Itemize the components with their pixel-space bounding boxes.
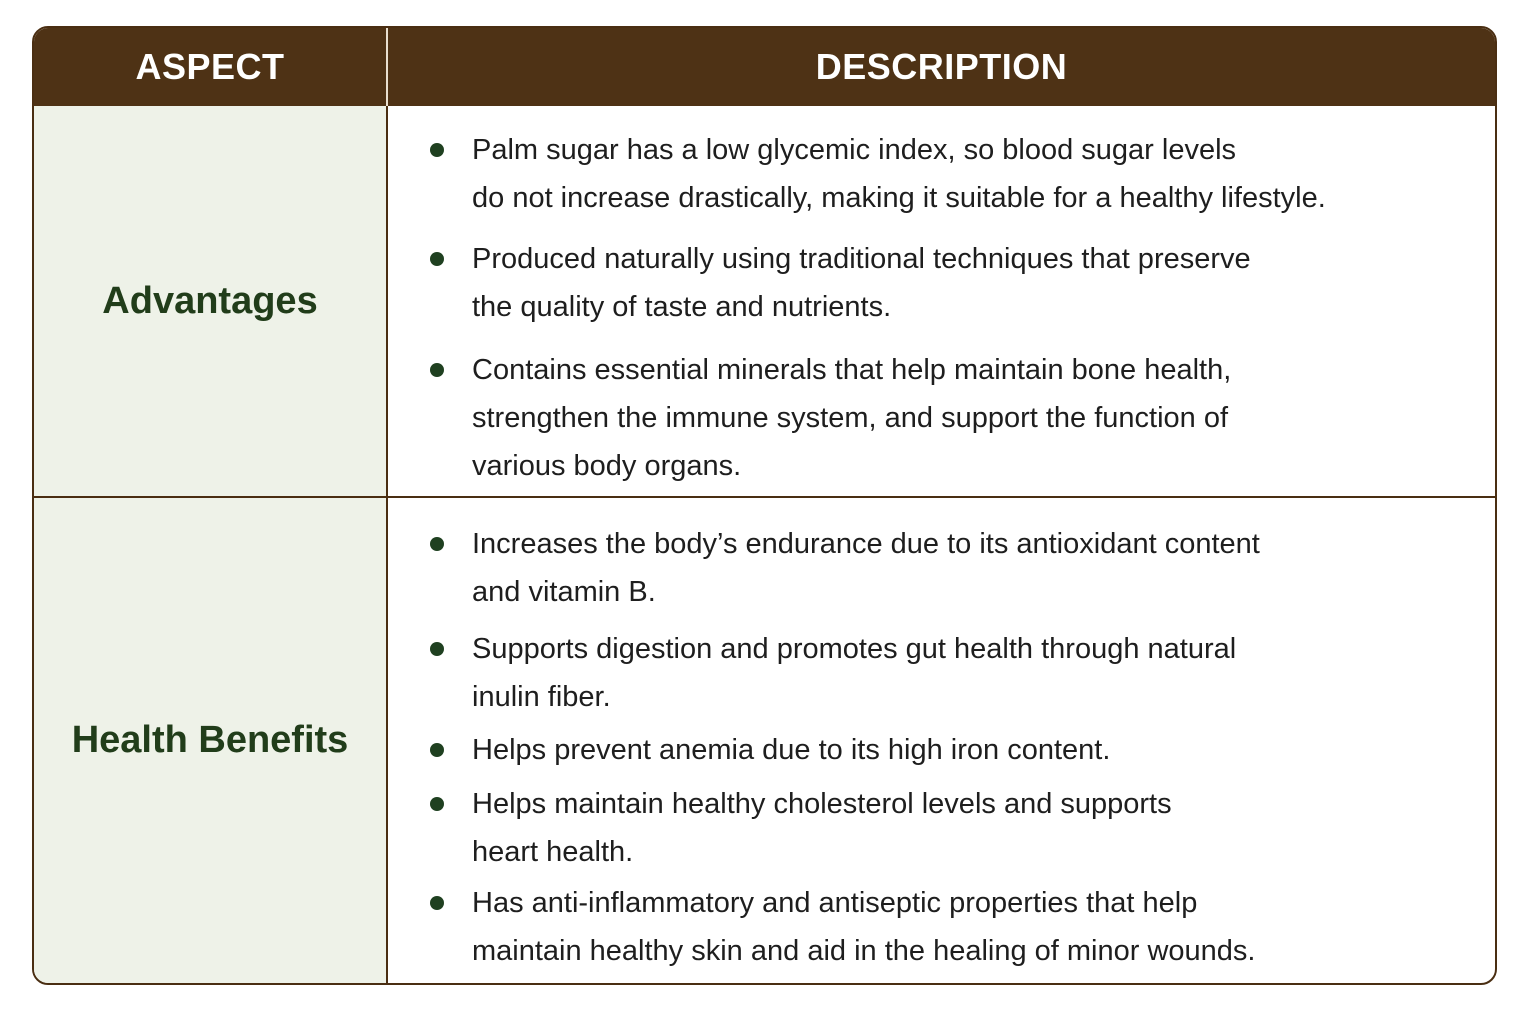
bullet-icon [430,896,444,910]
header-aspect: ASPECT [34,28,388,106]
description-cell [388,498,1495,983]
item-line: the quality of taste and nutrients. [472,291,892,323]
header-description: DESCRIPTION [815,46,1068,87]
item-line: strengthen the immune system, and support the function of [472,402,1229,434]
bullet-icon [430,642,444,656]
aspect-label: Advantages [34,106,388,496]
item-line: Increases the body’s endurance due to its antioxidant content [472,528,1260,560]
table-row-advantages [34,106,1495,498]
bullet-icon [430,252,444,266]
item-line: Has anti-inflammatory and antiseptic properties that help [472,887,1198,919]
bullet-icon [430,743,444,757]
description-cell [388,106,1495,496]
item-line: heart health. [472,836,634,868]
table-row-health-benefits [34,498,1495,983]
list-item [472,346,1455,490]
item-line: Helps maintain healthy cholesterol levels and supports [472,788,1172,820]
item-line: and vitamin B. [472,576,656,608]
item-line: Supports digestion and promotes gut health through natural [472,633,1237,665]
item-line: inulin fiber. [472,681,611,713]
list-item [472,780,1455,876]
item-line: Produced naturally using traditional techniques that preserve [472,243,1251,275]
list-item [472,126,1455,222]
item-line: Contains essential minerals that help maintain bone health, [472,354,1232,386]
list-item [472,625,1455,721]
item-line: maintain healthy skin and aid in the healing of minor wounds. [472,935,1256,967]
item-line: various body organs. [472,450,742,482]
aspect-label: Health Benefits [34,498,388,983]
table-header [34,28,1495,106]
bullet-icon [430,797,444,811]
comparison-table [32,26,1497,985]
list-item [472,235,1455,331]
list-item [472,520,1455,616]
list-item [472,726,1455,774]
item-line: Palm sugar has a low glycemic index, so blood sugar levels [472,134,1237,166]
item-line: Helps prevent anemia due to its high iron content. [472,734,1111,766]
bullet-icon [430,537,444,551]
item-line: do not increase drastically, making it suitable for a healthy lifestyle. [472,182,1326,214]
list-item [472,879,1455,975]
bullet-icon [430,363,444,377]
bullet-icon [430,143,444,157]
